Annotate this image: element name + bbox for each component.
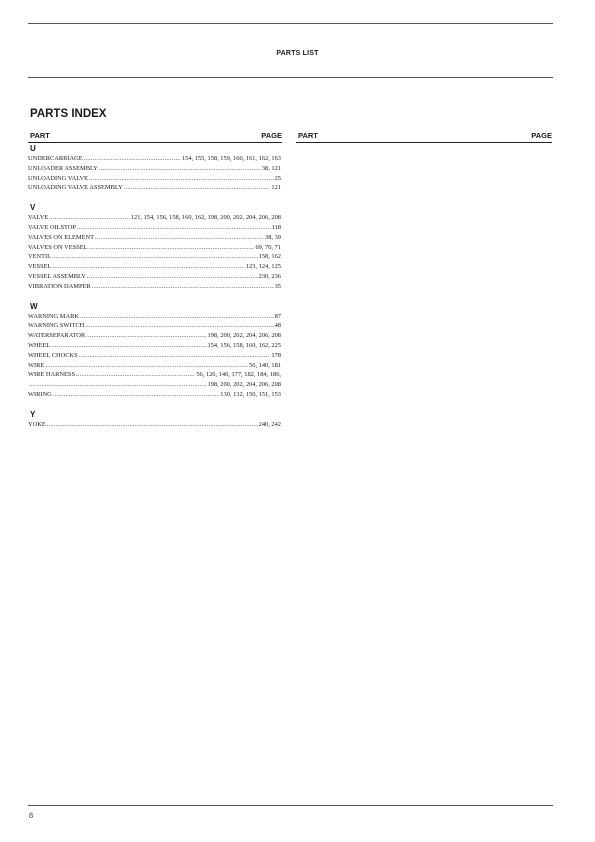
dot-leader [80,312,274,322]
right-part-heading: PART [298,131,318,140]
index-section-u [28,143,281,193]
entry-page-numbers: 56, 140, 181 [249,361,281,369]
dot-leader [87,272,258,282]
entry-part-name: UNLOADER ASSEMBLY [28,164,98,172]
index-entry [28,351,281,361]
entry-page-numbers: 121 [271,184,281,192]
entry-part-name: VESSEL ASSEMBLY [28,272,86,280]
entry-part-name: VALVE [28,214,49,222]
index-entry [28,233,281,243]
index-entry [28,272,281,282]
index-section-v [28,202,281,291]
entry-page-numbers: 230, 236 [258,272,281,280]
entry-part-name: WHEEL CHOCKS [28,351,78,359]
entry-part-name: VIBRATION DAMPER [28,282,91,290]
index-entry [28,341,281,351]
entry-page-numbers: 38, 121 [261,164,281,172]
entry-page-numbers: 154, 155, 158, 159, 160, 161, 162, 163 [181,155,281,162]
entry-part-name: WIRE HARNESS [28,371,76,379]
dot-leader [76,370,195,380]
index-entry [28,390,281,400]
entry-page-numbers: 198, 200, 202, 204, 206, 208 [207,332,281,340]
entry-page-numbers: 240, 242 [258,420,281,428]
index-entry [28,331,281,341]
footer-rule [28,805,553,806]
entry-part-name: VALVE OILSTOP [28,223,76,231]
dot-leader [53,390,220,400]
entry-page-numbers: 198, 200, 202, 204, 206, 208 [207,381,281,389]
entry-part-name: WARNING MARK [28,312,79,320]
entry-part-name: WIRE [28,361,45,369]
dot-leader [79,351,271,361]
right-page-heading: PAGE [531,131,552,140]
dot-leader [92,282,274,292]
dot-leader [49,213,130,223]
index-section-w [28,301,281,400]
index-entry [28,262,281,272]
dot-leader [77,223,271,233]
index-entries [28,143,281,439]
dot-leader [124,183,271,193]
index-entry [28,252,281,262]
entry-page-numbers: 121, 154, 156, 158, 160, 162, 198, 200, 202, 204, 206, 208 [130,214,281,222]
dot-leader [47,420,258,430]
entry-part-name: WATERSEPARATOR [28,332,86,340]
entry-part-name: UNLOADING VALVE [28,174,89,182]
section-letter: Y [30,409,36,419]
left-page-heading: PAGE [261,131,282,140]
entry-part-name: YOKE [28,420,46,428]
index-entry [28,282,281,292]
dot-leader [51,341,206,351]
dot-leader [84,154,181,164]
entry-part-name: UNLOADING VALVE ASSEMBLY [28,184,123,192]
dot-leader [86,331,206,341]
header-title: PARTS LIST [276,50,319,57]
entry-page-numbers: 35 [274,282,281,290]
index-entry [28,164,281,174]
index-entry [28,420,281,430]
entry-page-numbers: 130, 132, 150, 151, 153 [220,390,281,398]
page-number: 8 [29,811,33,820]
entry-page-numbers: 38, 39 [265,233,281,241]
index-entry [28,380,281,390]
entry-part-name: WIRING [28,390,52,398]
entry-part-name: VALVES ON VESSEL [28,243,88,251]
entry-page-numbers: 123, 124, 125 [245,263,281,271]
index-entry [28,243,281,253]
header-bottom-rule [28,77,553,78]
right-column-header [296,130,552,143]
entry-page-numbers: 56, 126, 140, 177, 182, 184, 186, [196,371,281,379]
index-entry [28,154,281,164]
index-entry [28,213,281,223]
dot-leader [45,361,248,371]
section-letter: U [30,144,36,153]
entry-page-numbers: 118 [271,223,281,231]
index-section-y [28,409,281,430]
dot-leader [89,243,255,253]
dot-leader [99,164,261,174]
index-entry [28,183,281,193]
entry-part-name: VENTIL [28,253,52,261]
entry-part-name: VALVES ON ELEMENT [28,233,95,241]
index-entry [28,174,281,184]
left-part-heading: PART [30,131,50,140]
entry-page-numbers: 178 [271,351,281,359]
entry-page-numbers: 48 [274,322,281,330]
entry-page-numbers: 154, 156, 158, 160, 162, 225 [207,341,281,349]
section-letter: W [30,301,38,311]
entry-page-numbers: 25 [274,174,281,182]
entry-page-numbers: 69, 70, 71 [255,243,281,251]
entry-part-name: WARNING SWITCH [28,322,85,330]
index-entry [28,361,281,371]
dot-leader [85,321,273,331]
entry-part-name: VESSEL [28,263,52,271]
dot-leader [52,262,244,272]
dot-leader [52,252,258,262]
header-top-rule [28,23,553,24]
entry-page-numbers: 87 [274,312,281,320]
dot-leader [29,380,207,390]
entry-page-numbers: 158, 162 [258,253,281,261]
section-letter: V [30,203,36,213]
index-entry [28,370,281,380]
index-entry [28,223,281,233]
index-title: PARTS INDEX [30,108,107,120]
entry-part-name: UNDERCARRIAGE [28,155,83,162]
index-entry [28,321,281,331]
index-entry [28,312,281,322]
dot-leader [95,233,264,243]
dot-leader [89,174,274,184]
entry-part-name: WHEEL [28,341,51,349]
left-column-header [28,130,282,143]
